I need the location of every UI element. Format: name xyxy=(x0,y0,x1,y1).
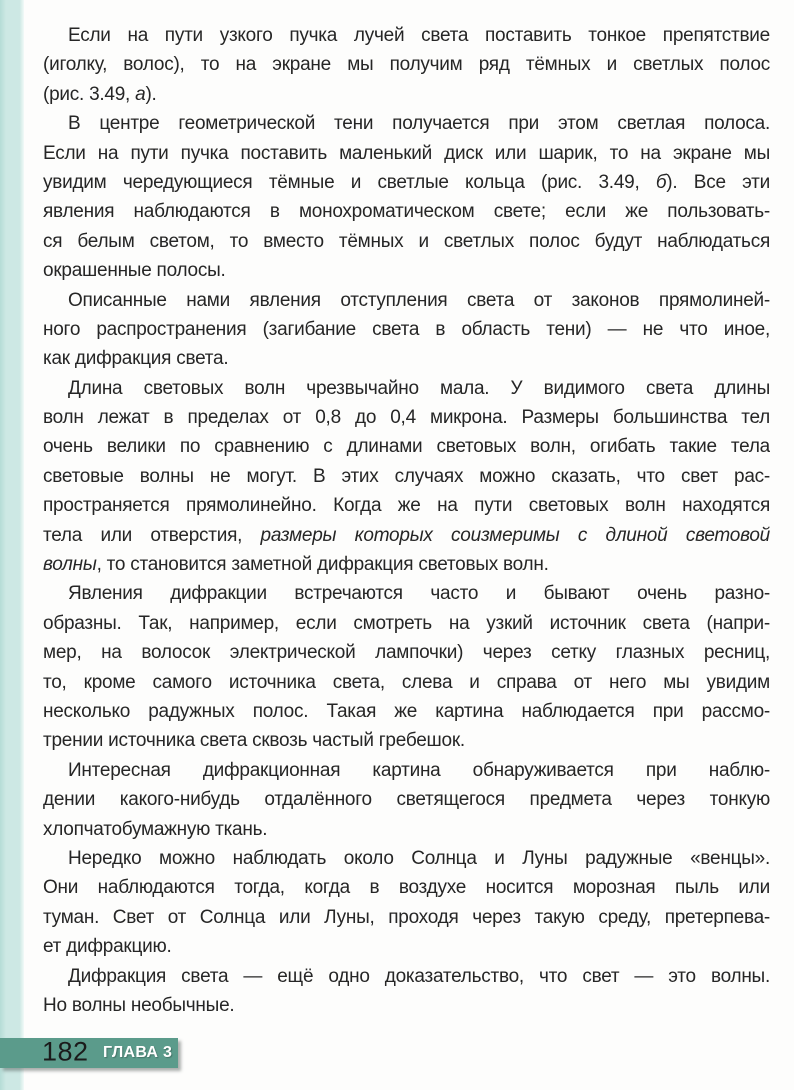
text-line: тела или отверстия, размеры которых соизмеримы с длиной световой xyxy=(43,524,770,546)
text-line: увидим чередующиеся тёмные и светлые кольца (рис. 3.49, б). Все эти xyxy=(43,171,770,193)
page-edge-strip xyxy=(0,0,24,1090)
text-line: хлопчатобумажную ткань. xyxy=(43,818,268,840)
text-line: явления наблюдаются в монохроматическом свете; если же пользовать- xyxy=(43,201,770,223)
text-line: Описанные нами явления отступления света от законов прямолиней- xyxy=(68,289,770,311)
paragraph xyxy=(43,579,770,755)
text-line: трении источника света сквозь частый гребешок. xyxy=(43,730,465,752)
text-line: Явления дифракции встречаются часто и бывают очень разно- xyxy=(68,583,770,605)
text-line: образны. Так, например, если смотреть на узкий источник света (напри- xyxy=(43,612,770,634)
text-line: очень велики по сравнению с длинами световых волн, огибать такие тела xyxy=(43,436,770,458)
text-line: пространяется прямолинейно. Когда же на пути световых волн находятся xyxy=(43,495,770,517)
text-line: мер, на волосок электрической лампочки) через сетку глазных ресниц, xyxy=(43,642,770,664)
text-line: окрашенные полосы. xyxy=(43,260,226,282)
text-line: Дифракция света — ещё одно доказательство, что свет — это волны. xyxy=(68,965,770,987)
paragraph xyxy=(43,756,770,844)
paragraph xyxy=(43,109,770,285)
text-line: несколько радужных полос. Такая же картина наблюдается при рассмо- xyxy=(43,700,770,722)
text-line: волн лежат в пределах от 0,8 до 0,4 микрона. Размеры большинства тел xyxy=(43,407,770,429)
paragraph xyxy=(43,844,770,962)
text-line: Если на пути узкого пучка лучей света поставить тонкое препятствие xyxy=(68,25,770,46)
text-line: световые волны не могут. В этих случаях можно сказать, что свет рас- xyxy=(43,465,770,487)
text-line: ся белым светом, то вместо тёмных и светлых полос будут наблюдаться xyxy=(43,230,770,252)
paragraph xyxy=(43,21,770,109)
text-line: Интересная дифракционная картина обнаруживается при наблю- xyxy=(68,759,770,781)
text-line: (рис. 3.49, а). xyxy=(43,83,157,105)
text-line: туман. Свет от Солнца или Луны, проходя через такую среду, претерпева- xyxy=(43,906,770,928)
footer-band xyxy=(0,1038,178,1068)
text-line: Если на пути пучка поставить маленький диск или шарик, то на экране мы xyxy=(43,142,770,164)
text-line: как дифракция света. xyxy=(43,348,229,370)
text-line: В центре геометрической тени получается при этом светлая полоса. xyxy=(68,113,770,135)
text-line: Нередко можно наблюдать около Солнца и Луны радужные «венцы». xyxy=(68,847,770,869)
paragraph xyxy=(43,286,770,374)
text-content xyxy=(43,21,770,1020)
text-line: ет дифракцию. xyxy=(43,936,172,958)
paragraph xyxy=(43,962,770,1021)
text-line: дении какого-нибудь отдалённого светящегося предмета через тонкую xyxy=(43,789,770,811)
chapter-label: ГЛАВА 3 xyxy=(103,1044,173,1061)
text-line: (иголку, волос), то на экране мы получим ряд тёмных и светлых полос xyxy=(43,54,770,76)
text-line: Длина световых волн чрезвычайно мала. У видимого света длины xyxy=(68,377,770,399)
page-number: 182 xyxy=(42,1036,89,1067)
text-line: волны, то становится заметной дифракция световых волн. xyxy=(43,554,549,576)
text-line: то, кроме самого источника света, слева и справа от него мы увидим xyxy=(43,671,770,693)
paragraph xyxy=(43,374,770,580)
text-line: Но волны необычные. xyxy=(43,994,235,1016)
text-line: ного распространения (загибание света в область тени) — не что иное, xyxy=(43,318,770,340)
text-line: Они наблюдаются тогда, когда в воздухе носится морозная пыль или xyxy=(43,877,770,899)
